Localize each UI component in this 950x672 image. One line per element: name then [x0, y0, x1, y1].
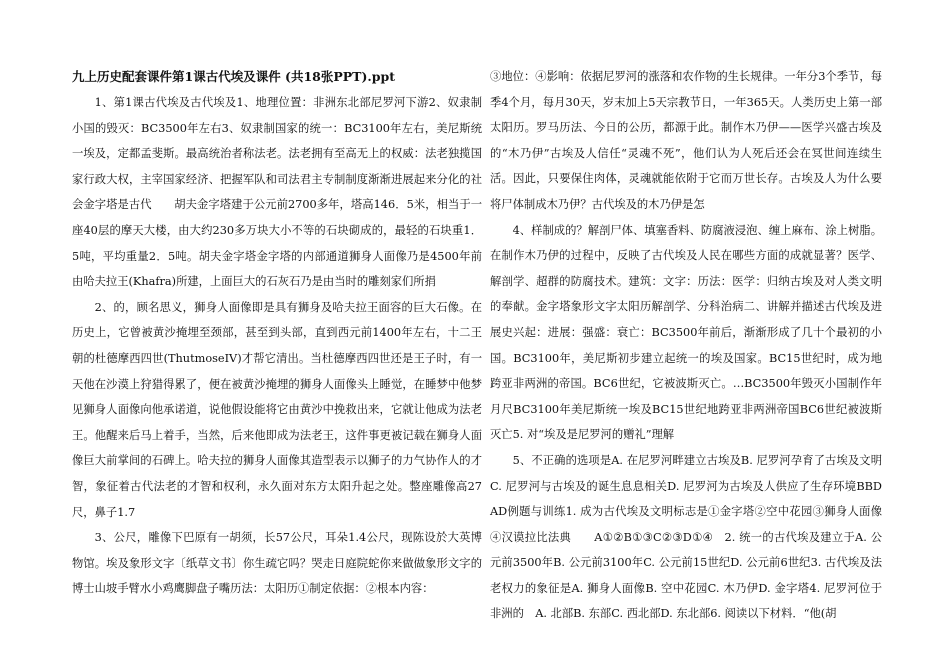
right-column [490, 64, 882, 627]
document-title: 九上历史配套课件第1课古代埃及课件 (共18张PPT).ppt [72, 69, 395, 84]
paragraph: 1、第1课古代埃及古代埃及1、地理位置：非洲东北部尼罗河下游2、奴隶制小国的毁灭：BC3500年左右3、奴隶制国家的统一：BC3100年左右，美尼斯统一埃及，定都孟斐斯。最高统治者称法老。法老拥有至高无上的权威：法老独揽国家行政大权，主宰国家经济、把握军队和司法君主专制制度渐渐进展起来分化的社会金字塔是古代 胡夫金字塔建于公元前2700多年，塔高146．5米，相当于一座40层的摩天大楼，由大约230多万块大小不等的石块砌成的，最轻的石块重1．5吨，平均重量2．5吨。胡夫金字塔金字塔的内部通道狮身人面像乃是4500年前由哈夫拉王(Khafra)所建，上面巨大的石灰石乃是由当时的雕刻家们所捐 [72, 96, 482, 289]
paragraph: 2、的，顾名思义，狮身人面像即是具有狮身及哈夫拉王面容的巨大石像。在历史上，它曾被黄沙掩埋至颈部，甚至到头部，直到西元前1400年左右，十二王朝的杜德摩西四世(ThutmoseIV)才帮它清出。当杜德摩西四世还是王子时，有一天他在沙漠上狩猎得累了，便在被黄沙掩埋的狮身人面像头上睡觉，在睡梦中他梦见狮身人面像向他承诺道，说他假设能将它由黄沙中挽救出来，它就让他成为法老王。他醒来后马上着手，当然，后来他即成为法老王，这件事更被记载在狮身人面像巨大前掌间的石碑上。哈夫拉的狮身人面像其造型表示以狮子的力气协作人的才智，象征着古代法老的才智和权利，永久面对东方太阳升起之处。整座雕像高27尺，鼻子1.7 [72, 300, 482, 519]
paragraph: 3、公尺，雕像下巴原有一胡须，长57公尺，耳朵1.4公尺，现陈设於大英博物馆。埃及象形文字〔纸草文书〕你生疏它吗？哭走日庭院蛇你来做做象形文字的博士山坡手臂水小鸡鹰脚盘子嘴历法：太阳历①制定依据：②根本内容： [72, 531, 482, 596]
paragraph: 4、样制成的？解剖尸体、填塞香料、防腐液浸泡、缠上麻布、涂上树脂。在制作木乃伊的过程中，反映了古代埃及人民在哪些方面的成就显著？医学、解剖学、超群的防腐技术。建筑：文字：历法：医学：归纳古埃及对人类文明的奉献。金字塔象形文字太阳历解剖学、分科治病二、讲解并描述古代埃及进展史兴起：进展：强盛：衰亡：BC3500年前后，渐渐形成了几十个最初的小国。BC3100年，美尼斯初步建立起统一的埃及国家。BC15世纪时，成为地跨亚非两洲的帝国。BC6世纪，它被波斯灭亡。…BC3500年毁灭小国制作年月尺BC3100年美尼斯统一埃及BC15世纪地跨亚非两洲帝国BC6世纪被波斯灭亡5. 对“埃及是尼罗河的赠礼”理解 [490, 223, 882, 442]
left-column [72, 64, 482, 602]
paragraph: 5、不正确的选项是A. 在尼罗河畔建立古埃及B. 尼罗河孕育了古埃及文明C. 尼罗河与古埃及的诞生息息相关D. 尼罗河为古埃及人供应了生存环境BBDAD例题与训练1. 成为古代埃及文明标志是①金字塔②空中花园③狮身人面像④汉谟拉比法典 A①②B①③C②③D①④ 2. 统一的古代埃及建立于A. 公元前3500年B. 公元前3100年C. 公元前15世纪D. 公元前6世纪3. 古代埃及法老权力的象征是A. 狮身人面像B. 空中花园C. 木乃伊D. 金字塔4. 尼罗河位于非洲的 A. 北部B. 东部C. 西北部D. 东北部6. 阅读以下材料．“他(胡 [490, 453, 882, 621]
paragraph: ③地位：④影响：依据尼罗河的涨落和农作物的生长规律。一年分3个季节，每季4个月，每月30天，岁末加上5天宗教节日，一年365天。人类历史上第一部太阳历。罗马历法、今日的公历，都源于此。制作木乃伊——医学兴盛古埃及的“木乃伊”古埃及人信任“灵魂不死”，他们认为人死后还会在冥世间连续生活。因此，只要保住肉体，灵魂就能依附于它而万世长存。古埃及人为什么要将尸体制成木乃伊？古代埃及的木乃伊是怎 [490, 70, 882, 211]
